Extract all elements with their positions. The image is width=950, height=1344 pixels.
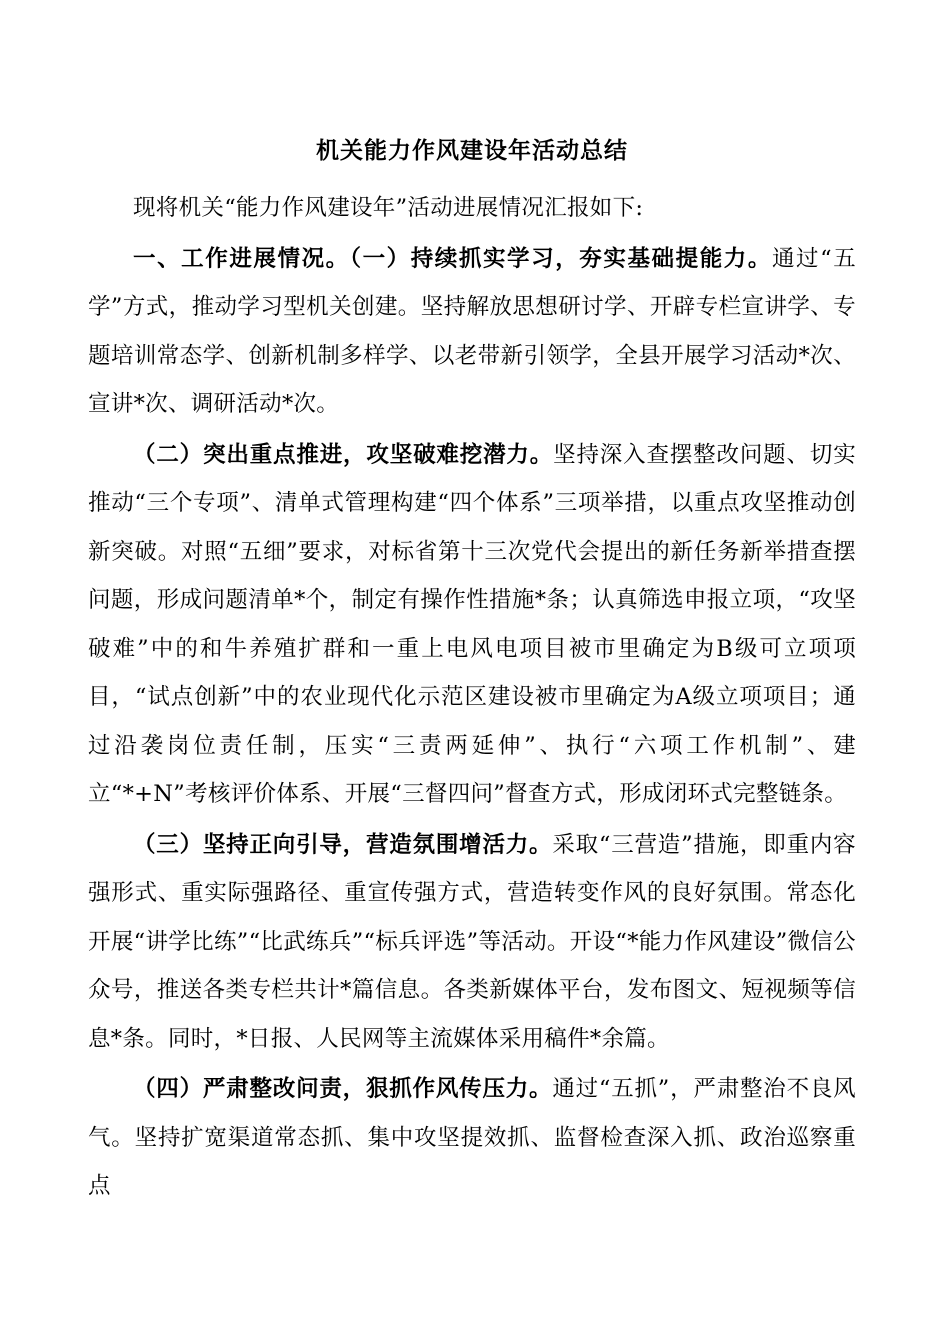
section-4-body: 通过“五抓”，严肃整治不良风气。坚持扩宽渠道常态抓、集中攻坚提效抓、监督检查深入抓、政治巡察重点 [88,1076,856,1199]
section-1-paragraph [88,235,856,429]
section-2-body: 坚持深入查摆整改问题、切实推动“三个专项”、清单式管理构建“四个体系”三项举措，以重点攻坚推动创新突破。对照“五细”要求，对标省第十三次党代会提出的新任务新举措查摆问题，形成问题清单*个，制定有操作性措施*条；认真筛选申报立项，“攻坚破难”中的和牛养殖扩群和一重上电风电项目被市里确定为B级可立项项目，“试点创新”中的农业现代化示范区建设被市里确定为A级立项项目；通过沿袭岗位责任制，压实“三责两延伸”、执行“六项工作机制”、建立“*+N”考核评价体系、开展“三督四问”督查方式，形成闭环式完整链条。 [88,441,857,807]
section-1-body: 通过“五学”方式，推动学习型机关创建。坚持解放思想研讨学、开辟专栏宣讲学、专题培训常态学、创新机制多样学、以老带新引领学，全县开展学习活动*次、宣讲*次、调研活动*次。 [88,245,856,417]
section-3-paragraph [88,821,856,1064]
section-4-heading: （四）严肃整改问责，狠抓作风传压力。 [133,1076,553,1102]
section-3-body: 采取“三营造”措施，即重内容强形式、重实际强路径、重宣传强方式，营造转变作风的良好氛围。常态化开展“讲学比练”“比武练兵”“标兵评选”等活动。开设“*能力作风建设”微信公众号，推送各类专栏共计*篇信息。各类新媒体平台，发布图文、短视频等信息*条。同时，*日报、人民网等主流媒体采用稿件*余篇。 [88,831,856,1052]
document-title: 机关能力作风建设年活动总结 [316,137,628,164]
section-3-heading: （三）坚持正向引导，营造氛围增活力。 [133,831,553,858]
section-1-heading: 一、工作进展情况。（一）持续抓实学习，夯实基础提能力。 [133,245,772,272]
section-2-heading: （二）突出重点推进，攻坚破难挖潜力。 [133,441,554,468]
section-2-paragraph [88,431,856,819]
intro-paragraph: 现将机关“能力作风建设年”活动进展情况汇报如下: [133,195,644,221]
document-page [88,134,856,1211]
section-4-paragraph [88,1065,856,1211]
